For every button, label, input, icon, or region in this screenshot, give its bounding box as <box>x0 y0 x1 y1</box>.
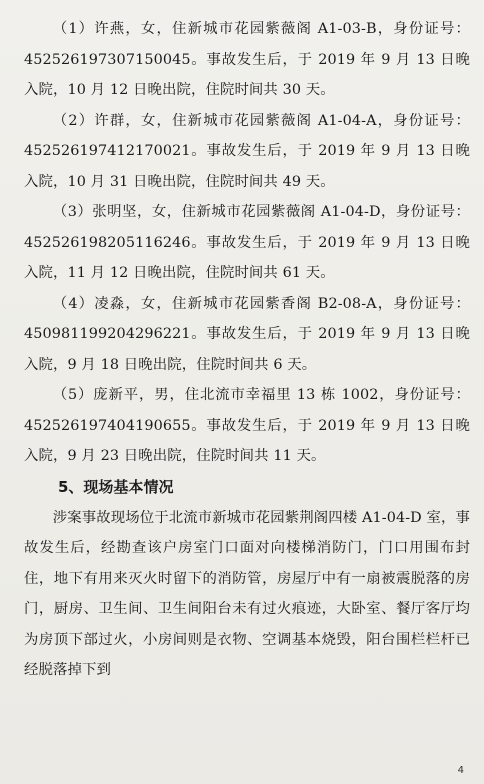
section-body: 涉案事故现场位于北流市新城市花园紫荆阁四楼 A1-04-D 室，事故发生后，经勘查该户房室门口面对向楼梯消防门，门口用围布封住，地下有用来灭火时留下的消防管，房屋厅中有一扇被震脱落的房门，厨房、卫生间、卫生间阳台未有过火痕迹，大卧室、餐厅客厅均为房顶下部过火，小房间则是衣物、空调基本烧毁，阳台围栏栏杆已经脱落掉下到 <box>24 509 470 678</box>
paragraph-injured-2: （2）许群，女，住新城市花园紫薇阁 A1-04-A，身份证号：452526197412170021。事故发生后，于 2019 年 9 月 13 日晚入院，10 月 31 日晚出院，住院时间共 49 天。 <box>24 112 470 190</box>
section-heading: 5、现场基本情况 <box>58 477 174 496</box>
paragraph-injured-1: （1）许燕，女，住新城市花园紫薇阁 A1-03-B，身份证号：452526197307150045。事故发生后，于 2019 年 9 月 13 日晚入院，10 月 12 日晚出院，住院时间共 30 天。 <box>24 21 470 98</box>
page-number: 4 <box>457 765 464 776</box>
paragraph-injured-4: （4）凌淼，女，住新城市花园紫香阁 B2-08-A，身份证号：450981199204296221。事故发生后，于 2019 年 9 月 13 日晚入院，9 月 18 日晚出院，住院时间共 6 天。 <box>24 295 470 373</box>
document-body <box>24 14 470 686</box>
paragraph-injured-5: （5）庞新平，男，住北流市幸福里 13 栋 1002，身份证号：452526197404190655。事故发生后，于 2019 年 9 月 13 日晚入院，9 月 23 日晚出院，住院时间共 11 天。 <box>24 387 470 464</box>
paragraph-injured-3: （3）张明坚，女，住新城市花园紫薇阁 A1-04-D，身份证号：452526198205116246。事故发生后，于 2019 年 9 月 13 日晚入院，11 月 12 日晚出院，住院时间共 61 天。 <box>24 204 470 281</box>
